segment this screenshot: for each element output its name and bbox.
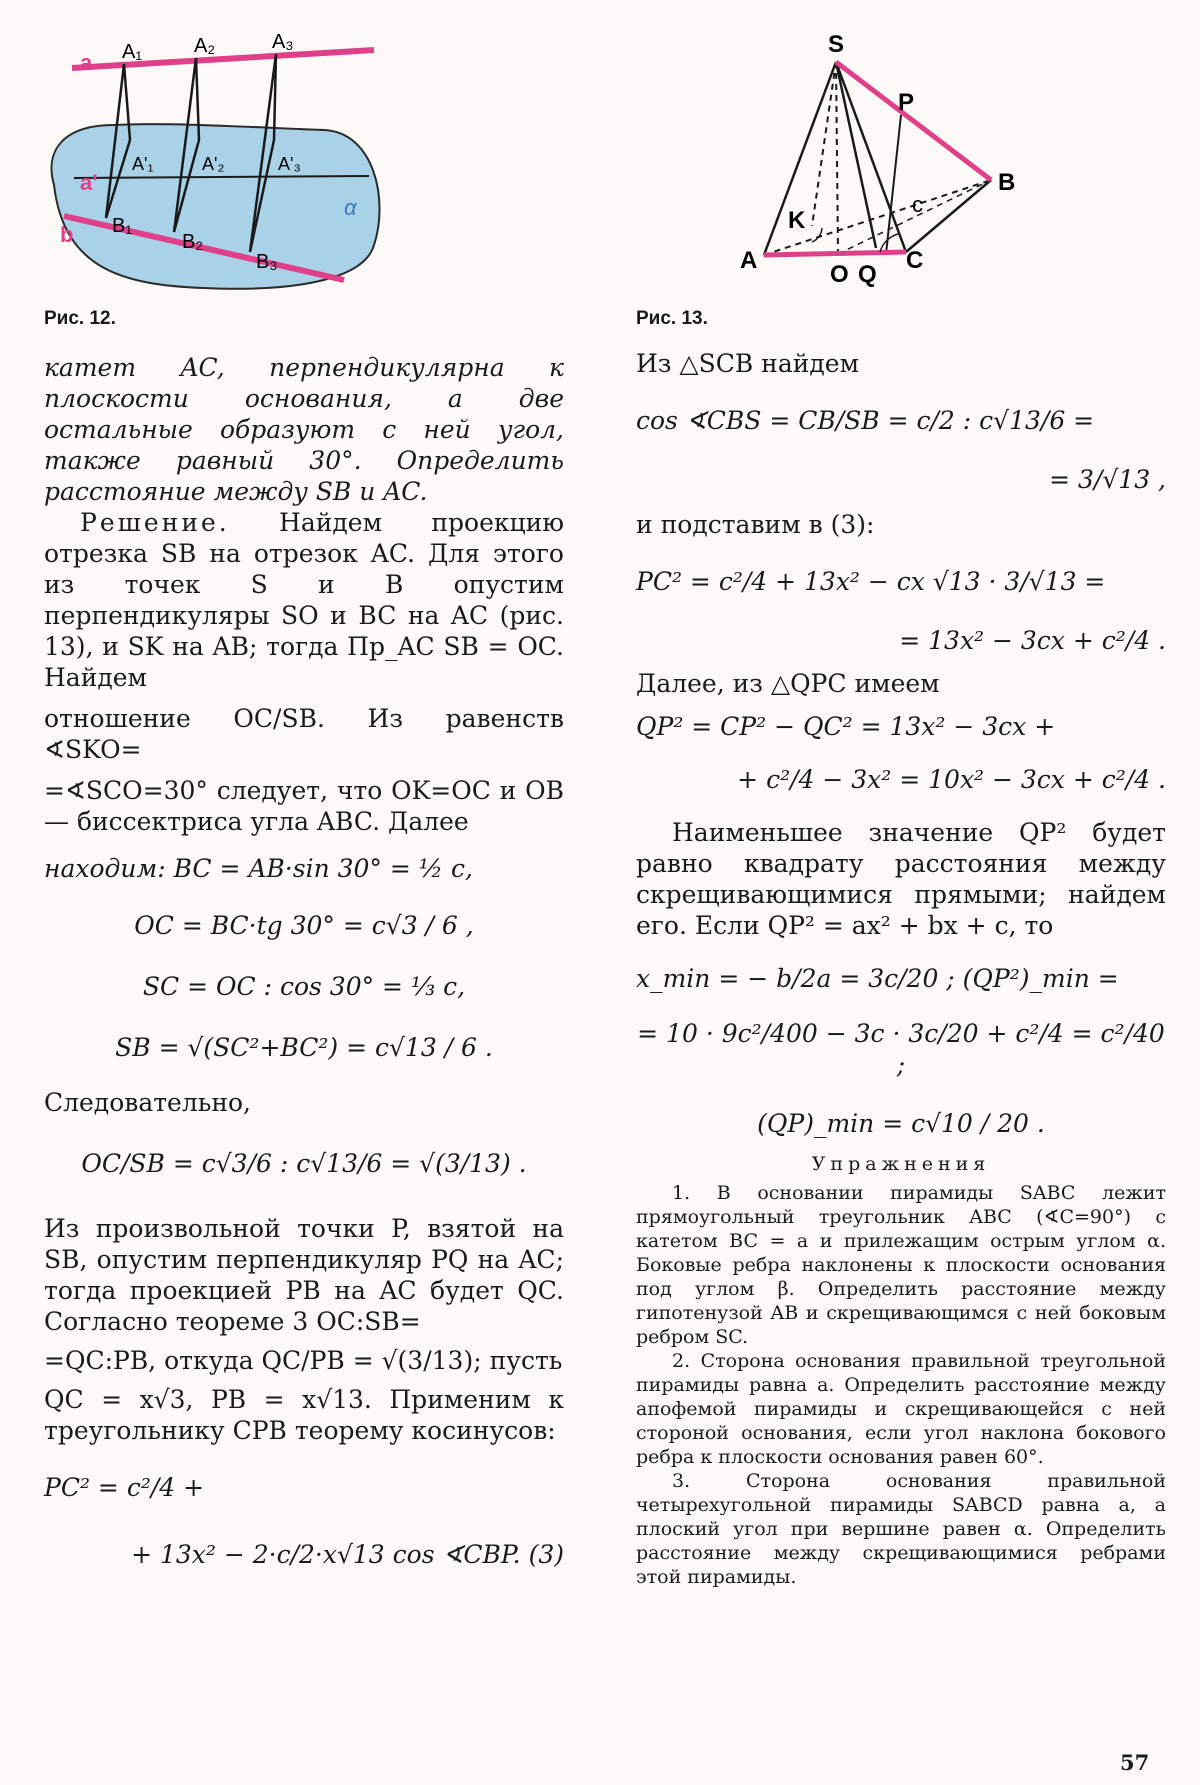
segment-so-dashed: [836, 62, 838, 254]
equation-sb: SB = √(SC²+BC²) = c√13 / 6 .: [115, 1033, 493, 1062]
left-column: [44, 30, 564, 1570]
label-S: S: [828, 31, 845, 58]
problem-tail: катет AC, перпендикулярна к плоскости основания, а две остальные образуют с ней угол, также равный 30°. Определить расстояние между SB и AC.: [44, 353, 564, 506]
equation-qp-1: QP² = CP² − QC² = 13x² − 3cx +: [636, 712, 1056, 741]
label-A3-prime: A'₃: [278, 154, 301, 174]
label-a: a: [80, 50, 93, 75]
label-c: c: [912, 192, 923, 217]
arbitrary-point-paragraph: Из произвольной точки P, взятой на SB, опустим перпендикуляр PQ на AC; тогда проекцией PB на AC будет QC. Согласно теореме 3 OC:SB=: [44, 1214, 564, 1336]
ratio-sentence: отношение OC/SB. Из равенств ∢SKO=: [44, 704, 564, 764]
label-B: B: [998, 169, 1016, 196]
angle-arc-k: [812, 228, 822, 242]
label-A2: A₂: [194, 35, 216, 57]
solution-heading: Решение.: [80, 508, 230, 537]
right-column: [636, 30, 1166, 1589]
label-O: O: [830, 261, 849, 288]
exercises-heading: Упражнения: [811, 1153, 991, 1175]
qc-pb-ratio: =QC:PB, откуда QC/PB = √(3/13); пусть: [44, 1346, 563, 1375]
label-Q: Q: [858, 261, 877, 288]
segment-sk: [812, 62, 836, 226]
figure-13-caption: Рис. 13.: [636, 308, 708, 329]
therefore: Следовательно,: [44, 1088, 252, 1117]
exercise-3: 3. Сторона основания правильной четырехугольной пирамиды SABCD равна a, а плоский угол при вершине равен α. Определить расстояние между скрещивающимися ребрами этой пирамиды.: [636, 1470, 1166, 1588]
equation-pc-sub-1: PC² = c²/4 + 13x² − cx √13 · 3/√13 =: [636, 567, 1106, 596]
label-A3: A₃: [272, 31, 294, 53]
equation-sc: SC = OC : cos 30° = ⅓ c,: [142, 972, 466, 1001]
equation-qp-2: + c²/4 − 3x² = 10x² − 3cx + c²/4 .: [737, 765, 1166, 794]
equation-bc: находим: BC = AB·sin 30° = ½ c,: [44, 854, 473, 883]
label-A2-prime: A'₂: [202, 154, 225, 174]
cosine-theorem-intro: QC = x√3, PB = x√13. Применим к треугольнику CPB теорему косинусов:: [44, 1385, 564, 1445]
label-B3: B₃: [256, 251, 278, 273]
label-b: b: [60, 222, 74, 247]
line-ac: [764, 252, 906, 255]
equation-pc-sub-2: = 13x² − 3cx + c²/4 .: [899, 626, 1166, 655]
label-K: K: [788, 207, 806, 234]
label-alpha: α: [344, 195, 357, 220]
label-A1: A₁: [122, 41, 143, 63]
page-number: 57: [1120, 1750, 1150, 1775]
figure-12: [44, 30, 564, 330]
figure-13: [636, 30, 1166, 330]
label-B1: B₁: [112, 215, 133, 237]
label-a-prime: a': [80, 170, 98, 195]
solution-text: Найдем проекцию отрезка SB на отрезок AC. Для этого из точек S и B опустим перпендикуляры SO и BC на AC (рис. 13), и SK на AB; тогда Пр_AC SB = OC. Найдем: [44, 508, 564, 692]
equation-pc-1: PC² = c²/4 +: [44, 1473, 205, 1502]
figure-12-caption: Рис. 12.: [44, 308, 116, 329]
exercise-1: 1. В основании пирамиды SABC лежит прямоугольный треугольник ABC (∢C=90°) с катетом BC = a и прилежащим острым углом α. Боковые ребра наклонены к плоскости основания под углом β. Определить расстояние между гипотенузой AB и скрещивающимся с ней боковым ребром SC.: [636, 1182, 1166, 1348]
label-C: C: [906, 247, 924, 274]
line-a: [72, 50, 374, 68]
angle-arc-c: [880, 234, 898, 252]
exercise-2: 2. Сторона основания правильной треугольной пирамиды равна a. Определить расстояние между апофемой пирамиды и скрещивающейся с ней стороной основания, если угол наклона бокового ребра к плоскости основания равен 60°.: [636, 1350, 1166, 1468]
equation-cos-1: cos ∢CBS = CB/SB = c/2 : c√13/6 =: [636, 406, 1095, 435]
minimum-paragraph: Наименьшее значение QP² будет равно квадрату расстояния между скрещивающимися прямыми; найдем его. Если QP² = ax² + bx + c, то: [636, 818, 1166, 940]
equation-pc-2: + 13x² − 2·c/2·x√13 cos ∢CBP. (3): [131, 1540, 564, 1569]
equation-qp-min: (QP)_min = c√10 / 20 .: [757, 1109, 1045, 1138]
label-A: A: [740, 247, 758, 274]
substitute-into-3: и подставим в (3):: [636, 510, 875, 539]
figure-13-drawing: [636, 30, 1166, 300]
figure-12-drawing: [44, 30, 384, 300]
equation-oc: OC = BC·tg 30° = c√3 / 6 ,: [134, 911, 474, 940]
equation-ratio: OC/SB = c√3/6 : c√13/6 = √(3/13) .: [81, 1149, 527, 1178]
solution-paragraph: [44, 507, 564, 693]
equation-xmin: x_min = − b/2a = 3c/20 ; (QP²)_min =: [636, 964, 1119, 993]
label-P: P: [898, 89, 915, 116]
label-A1-prime: A'₁: [132, 154, 154, 174]
from-triangle-qpc: Далее, из △QPC имеем: [636, 669, 940, 698]
line-sb: [836, 62, 991, 180]
equal-angles-sentence: =∢SCO=30° следует, что OK=OC и OB — биссектриса угла ABC. Далее: [44, 776, 564, 836]
label-B2: B₂: [182, 231, 204, 253]
equation-qp2-min: = 10 · 9c²/400 − 3c · 3c/20 + c²/4 = c²/40 ;: [637, 1019, 1165, 1079]
equation-cos-2: = 3/√13 ,: [1049, 465, 1166, 494]
plane-alpha: [52, 124, 380, 289]
from-triangle-scb: Из △SCB найдем: [636, 349, 860, 378]
